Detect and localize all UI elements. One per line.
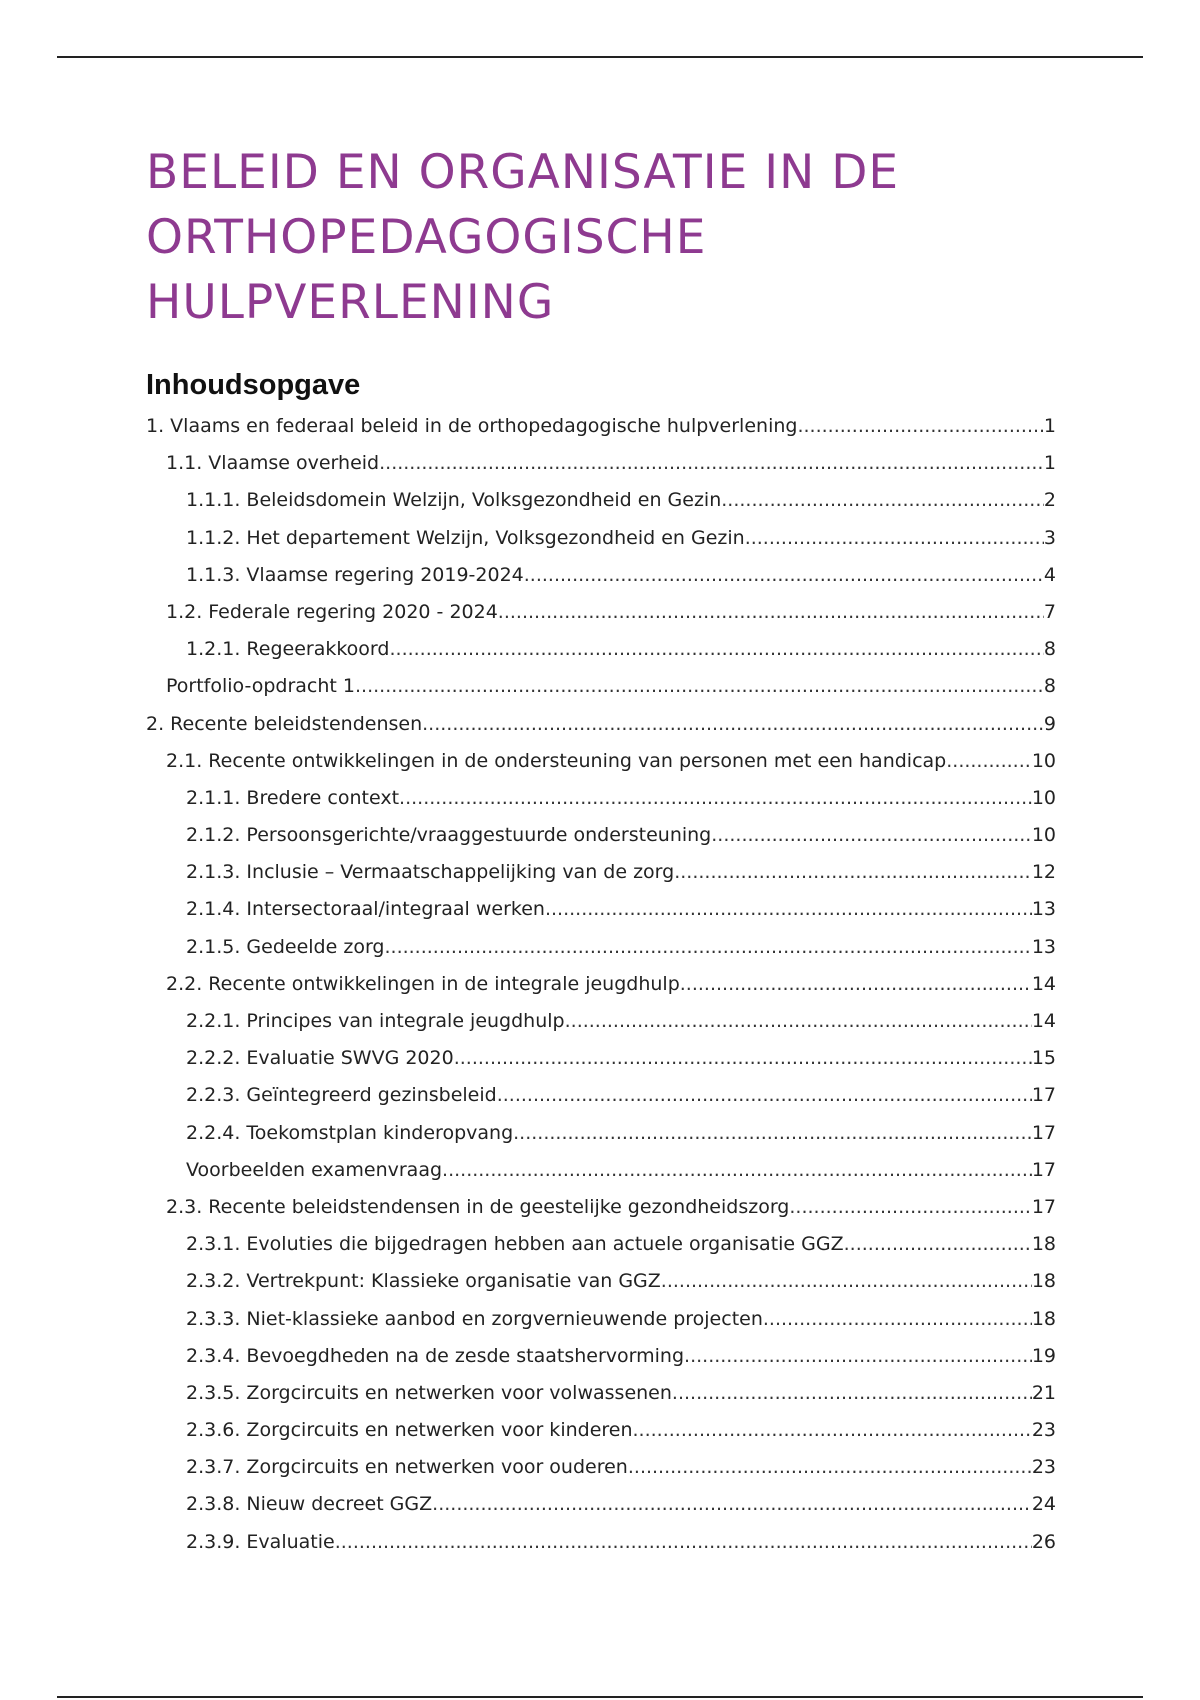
- toc-page-number: 4: [1043, 563, 1056, 586]
- toc-leader-dots: [355, 675, 1044, 697]
- toc-page-number: 17: [1031, 1158, 1056, 1181]
- toc-page-number: 17: [1031, 1084, 1056, 1107]
- toc-entry[interactable]: [146, 1233, 1056, 1270]
- toc-page-number: 14: [1031, 1010, 1056, 1032]
- toc-entry-text: 2.3.5. Zorgcircuits en netwerken voor volwassenen: [186, 1381, 672, 1404]
- toc-leader-dots: [513, 1122, 1032, 1144]
- toc-leader-dots: [844, 1233, 1032, 1255]
- toc-page-number: 1: [1043, 452, 1056, 475]
- toc-leader-dots: [797, 415, 1043, 437]
- toc-leader-dots: [946, 750, 1032, 772]
- toc-entry-text: 2.1.5. Gedeelde zorg: [186, 935, 385, 958]
- toc-page-number: 18: [1031, 1270, 1056, 1293]
- toc-leader-dots: [399, 787, 1032, 809]
- toc-leader-dots: [498, 601, 1044, 623]
- page-content: [146, 140, 1056, 1568]
- toc-entry[interactable]: [146, 1122, 1056, 1159]
- toc-entry-text: 1.1.3. Vlaamse regering 2019-2024: [186, 563, 524, 586]
- toc-entry-text: 2.1. Recente ontwikkelingen in de ondersteuning van personen met een handicap: [166, 749, 947, 772]
- toc-page-number: 13: [1031, 935, 1056, 958]
- toc-leader-dots: [335, 1531, 1032, 1553]
- toc-page-number: 8: [1043, 675, 1056, 698]
- toc-entry-text: 1. Vlaams en federaal beleid in de orthopedagogische hulpverlening: [146, 415, 798, 437]
- document-title: BELEID EN ORGANISATIE IN DE ORTHOPEDAGOGISCHE HULPVERLENING: [146, 145, 900, 330]
- toc-entry[interactable]: [146, 1493, 1056, 1530]
- footer-rule: [57, 1696, 1143, 1698]
- toc-page-number: 17: [1031, 1121, 1056, 1144]
- toc-entry[interactable]: [146, 1345, 1056, 1382]
- toc-leader-dots: [628, 1456, 1032, 1478]
- toc-entry[interactable]: [146, 1084, 1056, 1121]
- toc-leader-dots: [680, 973, 1032, 995]
- toc-leader-dots: [711, 824, 1032, 846]
- toc-entry-text: 2.2. Recente ontwikkelingen in de integrale jeugdhulp: [166, 972, 680, 995]
- table-of-contents: [146, 415, 1056, 1568]
- toc-page-number: 1: [1043, 415, 1056, 437]
- toc-page-number: 10: [1031, 786, 1056, 809]
- toc-leader-dots: [721, 489, 1044, 511]
- toc-entry-text: 2.2.3. Geïntegreerd gezinsbeleid: [186, 1084, 497, 1107]
- toc-entry-text: 1.1.2. Het departement Welzijn, Volksgezondheid en Gezin: [186, 526, 745, 549]
- toc-entry[interactable]: [146, 489, 1056, 526]
- toc-leader-dots: [684, 1345, 1032, 1367]
- toc-entry[interactable]: [146, 973, 1056, 1010]
- toc-entry-text: 2.3.7. Zorgcircuits en netwerken voor ouderen: [186, 1456, 628, 1479]
- toc-leader-dots: [672, 1382, 1032, 1404]
- toc-entry[interactable]: [146, 1382, 1056, 1419]
- toc-entry-text: 2.3.3. Niet-klassieke aanbod en zorgvernieuwende projecten: [186, 1307, 763, 1330]
- toc-entry-text: Portfolio-opdracht 1: [166, 675, 355, 698]
- toc-leader-dots: [545, 898, 1032, 920]
- toc-page-number: 19: [1031, 1344, 1056, 1367]
- toc-entry-text: 2.2.2. Evaluatie SWVG 2020: [186, 1047, 454, 1070]
- header-rule: [57, 56, 1143, 58]
- toc-page-number: 24: [1031, 1493, 1056, 1516]
- toc-page-number: 15: [1031, 1047, 1056, 1070]
- toc-leader-dots: [442, 1159, 1032, 1181]
- toc-leader-dots: [633, 1419, 1032, 1441]
- toc-page-number: 12: [1031, 861, 1056, 884]
- toc-entry[interactable]: [146, 564, 1056, 601]
- toc-entry-text: Voorbeelden examenvraag: [186, 1158, 443, 1181]
- toc-entry-text: 2.3.4. Bevoegdheden na de zesde staatshervorming: [186, 1344, 685, 1367]
- toc-entry-text: 2.3.1. Evoluties die bijgedragen hebben aan actuele organisatie GGZ: [186, 1233, 844, 1256]
- toc-entry[interactable]: [146, 898, 1056, 935]
- toc-entry[interactable]: [146, 527, 1056, 564]
- toc-entry[interactable]: [146, 638, 1056, 675]
- toc-entry-text: 2.3.8. Nieuw decreet GGZ: [186, 1493, 433, 1516]
- toc-entry-text: 2.2.1. Principes van integrale jeugdhulp: [186, 1010, 565, 1032]
- toc-page-number: 8: [1043, 638, 1056, 661]
- toc-entry-text: 2. Recente beleidstendensen: [146, 712, 423, 735]
- toc-leader-dots: [763, 1308, 1032, 1330]
- toc-entry[interactable]: [146, 936, 1056, 973]
- toc-entry[interactable]: [146, 415, 1056, 452]
- toc-leader-dots: [524, 564, 1044, 586]
- toc-page-number: 10: [1031, 749, 1056, 772]
- toc-entry-text: 2.1.4. Intersectoraal/integraal werken: [186, 898, 545, 921]
- toc-entry[interactable]: [146, 1531, 1056, 1568]
- toc-entry[interactable]: [146, 452, 1056, 489]
- toc-entry-text: 1.1. Vlaamse overheid: [166, 452, 380, 475]
- toc-leader-dots: [674, 861, 1032, 883]
- toc-leader-dots: [454, 1047, 1032, 1069]
- toc-page-number: 18: [1031, 1307, 1056, 1330]
- toc-page-number: 10: [1031, 824, 1056, 847]
- toc-entry[interactable]: [146, 1456, 1056, 1493]
- toc-page-number: 17: [1031, 1195, 1056, 1218]
- toc-leader-dots: [565, 1010, 1032, 1032]
- toc-leader-dots: [389, 638, 1043, 660]
- toc-leader-dots: [745, 527, 1044, 549]
- toc-leader-dots: [432, 1493, 1032, 1515]
- toc-entry[interactable]: [146, 861, 1056, 898]
- toc-leader-dots: [497, 1084, 1032, 1106]
- toc-entry-text: 2.1.1. Bredere context: [186, 786, 400, 809]
- toc-page-number: 14: [1031, 972, 1056, 995]
- toc-entry[interactable]: [146, 1308, 1056, 1345]
- toc-page-number: 21: [1031, 1381, 1056, 1404]
- toc-entry[interactable]: [146, 713, 1056, 750]
- toc-entry-text: 1.2. Federale regering 2020 - 2024: [166, 600, 498, 623]
- toc-entry[interactable]: [146, 1419, 1056, 1456]
- toc-entry[interactable]: [146, 787, 1056, 824]
- toc-entry[interactable]: [146, 601, 1056, 638]
- toc-entry-text: 2.2.4. Toekomstplan kinderopvang: [186, 1121, 514, 1144]
- toc-page-number: 9: [1043, 712, 1056, 735]
- toc-page-number: 26: [1031, 1530, 1056, 1553]
- toc-entry-text: 2.3.2. Vertrekpunt: Klassieke organisatie van GGZ: [186, 1270, 661, 1293]
- toc-page-number: 3: [1043, 526, 1056, 549]
- toc-leader-dots: [422, 713, 1044, 735]
- toc-entry[interactable]: [146, 750, 1056, 787]
- toc-leader-dots: [661, 1270, 1032, 1292]
- toc-entry[interactable]: [146, 675, 1056, 712]
- toc-entry-text: 2.3.9. Evaluatie: [186, 1530, 335, 1553]
- toc-leader-dots: [789, 1196, 1031, 1218]
- toc-page-number: 23: [1031, 1456, 1056, 1479]
- toc-entry[interactable]: [146, 1010, 1056, 1047]
- toc-entry-text: 1.2.1. Regeerakkoord: [186, 638, 390, 661]
- toc-entry-text: 2.3. Recente beleidstendensen in de geestelijke gezondheidszorg: [166, 1195, 790, 1218]
- toc-entry-text: 2.1.3. Inclusie – Vermaatschappelijking van de zorg: [186, 861, 675, 884]
- toc-entry[interactable]: [146, 1047, 1056, 1084]
- toc-page-number: 2: [1043, 489, 1056, 512]
- toc-page-number: 18: [1031, 1233, 1056, 1256]
- toc-page-number: 13: [1031, 898, 1056, 921]
- toc-entry[interactable]: [146, 824, 1056, 861]
- toc-entry[interactable]: [146, 1196, 1056, 1233]
- toc-entry[interactable]: [146, 1159, 1056, 1196]
- toc-entry-text: 1.1.1. Beleidsdomein Welzijn, Volksgezondheid en Gezin: [186, 489, 722, 512]
- toc-leader-dots: [384, 936, 1031, 958]
- toc-leader-dots: [379, 452, 1044, 474]
- toc-entry-text: 2.1.2. Persoonsgerichte/vraaggestuurde ondersteuning: [186, 824, 712, 847]
- toc-entry-text: 2.3.6. Zorgcircuits en netwerken voor kinderen: [186, 1419, 633, 1442]
- toc-entry[interactable]: [146, 1270, 1056, 1307]
- toc-heading: Inhoudsopgave: [146, 369, 361, 401]
- toc-page-number: 7: [1043, 600, 1056, 623]
- toc-page-number: 23: [1031, 1419, 1056, 1442]
